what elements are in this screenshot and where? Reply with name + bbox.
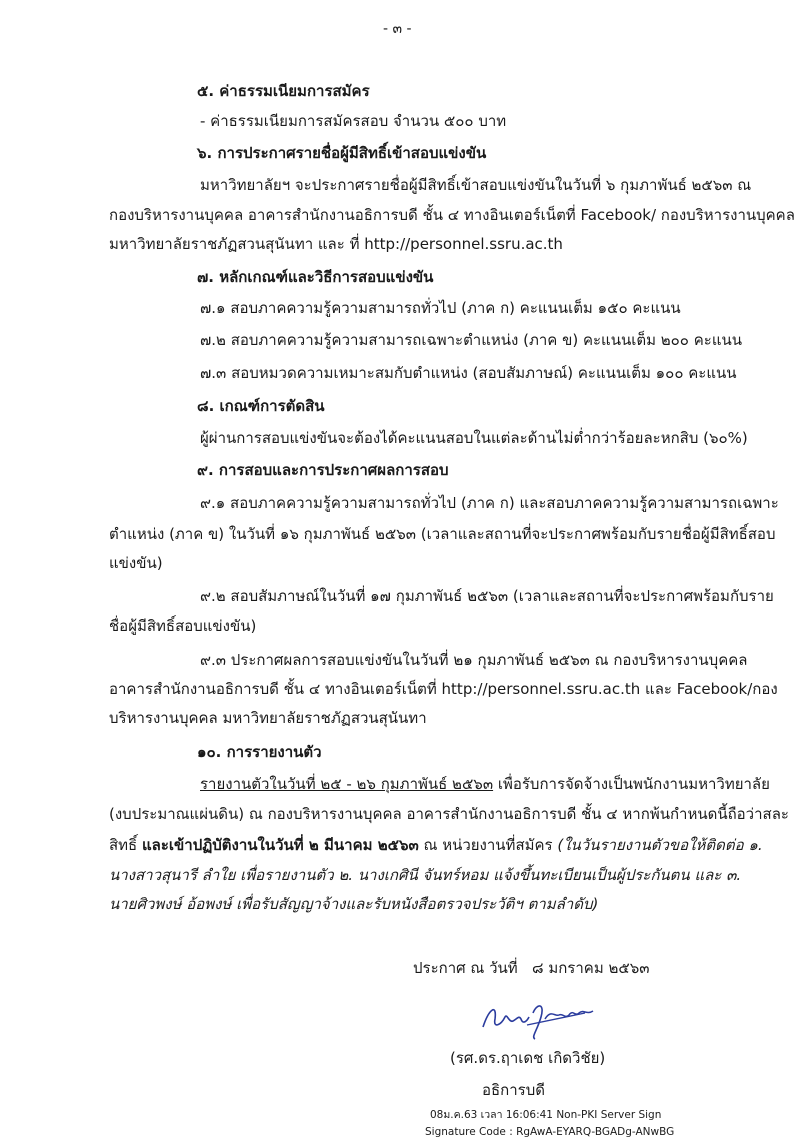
section-9-3-line-3: บริหารงานบุคคล มหาวิทยาลัยราชภัฏสวนสุนันทา <box>109 709 427 727</box>
section-9-heading: ๙. การสอบและการประกาศผลการสอบ <box>197 461 449 479</box>
section-10-line-4: นางสาวสุนารี ลำใย เพื่อรายงานตัว ๒. นางเกศินี จันทร์หอม แจ้งขึ้นทะเบียนเป็นผู้ประกันตน และ ๓. <box>109 866 742 884</box>
section-10-line-3 <box>109 838 763 853</box>
section-5-fee: - ค่าธรรมเนียมการสมัครสอบ จำนวน ๕๐๐ บาท <box>200 112 507 130</box>
section-10-heading: ๑๐. การรายงานตัว <box>197 743 322 761</box>
section-9-2-line-2: ชื่อผู้มีสิทธิ์สอบแข่งขัน) <box>109 617 257 635</box>
section-6-line-3: มหาวิทยาลัยราชภัฏสวนสุนันทา และ ที่ http://personnel.ssru.ac.th <box>109 235 563 253</box>
contact-note-start: (ในวันรายงานตัวขอให้ติดต่อ ๑. <box>557 836 763 854</box>
section-6-line-2: กองบริหารงานบุคคล อาคารสำนักงานอธิการบดี ชั้น ๔ ทางอินเตอร์เน็ตที่ Facebook/ กองบริหารงานบุคคล <box>109 206 795 224</box>
signer-name: (รศ.ดร.ฤาเดช เกิดวิชัย) <box>450 1049 606 1067</box>
section-8-heading: ๘. เกณฑ์การตัดสิน <box>197 397 325 415</box>
section-9-1-line-2: ตำแหน่ง (ภาค ข) ในวันที่ ๑๖ กุมภาพันธ์ ๒๕๖๓ (เวลาและสถานที่จะประกาศพร้อมกับรายชื่อผู้มีสิทธิ์สอบ <box>109 525 776 543</box>
rights-word: สิทธิ์ <box>109 836 142 854</box>
section-6-heading: ๖. การประกาศรายชื่อผู้มีสิทธิ์เข้าสอบแข่งขัน <box>197 144 487 162</box>
section-10-line-5: นายศิวพงษ์ อ้อพงษ์ เพื่อรับสัญญาจ้างและรับหนังสือตรวจประวัติฯ ตามลำดับ) <box>109 895 599 913</box>
section-10-line-1 <box>200 777 770 792</box>
section-7-heading: ๗. หลักเกณฑ์และวิธีการสอบแข่งขัน <box>197 268 434 286</box>
report-purpose: เพื่อรับการจัดจ้างเป็นพนักงานมหาวิทยาลัย <box>493 775 770 793</box>
section-9-2-line-1: ๙.๒ สอบสัมภาษณ์ในวันที่ ๑๗ กุมภาพันธ์ ๒๕๖๓ (เวลาและสถานที่จะประกาศพร้อมกับราย <box>200 587 774 605</box>
page-number: - ๓ - <box>383 21 412 37</box>
section-5-heading: ๕. ค่าธรรมเนียมการสมัคร <box>197 82 370 100</box>
announcement-date-value: ๘ มกราคม ๒๕๖๓ <box>532 959 650 977</box>
report-date-underlined: รายงานตัวในวันที่ ๒๕ - ๒๖ กุมภาพันธ์ ๒๕๖๓ <box>200 775 494 793</box>
handwritten-signature <box>475 995 605 1045</box>
signer-title: อธิการบดี <box>482 1081 545 1099</box>
section-6-line-1: มหาวิทยาลัยฯ จะประกาศรายชื่อผู้มีสิทธิ์เข้าสอบแข่งขันในวันที่ ๖ กุมภาพันธ์ ๒๕๖๓ ณ <box>200 176 752 194</box>
digital-sign-stamp: 08ม.ค.63 เวลา 16:06:41 Non-PKI Server Sign <box>430 1109 662 1121</box>
section-7-item-2: ๗.๒ สอบภาคความรู้ความสามารถเฉพาะตำแหน่ง (ภาค ข) คะแนนเต็ม ๒๐๐ คะแนน <box>200 331 742 349</box>
announcement-date <box>413 961 650 976</box>
start-work-date: และเข้าปฏิบัติงานในวันที่ ๒ มีนาคม ๒๕๖๓ <box>141 836 419 854</box>
section-10-line-2: (งบประมาณแผ่นดิน) ณ กองบริหารงานบุคคล อาคารสำนักงานอธิการบดี ชั้น ๔ หากพ้นกำหนดนี้ถือว่าสละ <box>109 805 789 823</box>
section-9-1-line-3: แข่งขัน) <box>109 554 163 572</box>
announcement-label: ประกาศ ณ วันที่ <box>413 959 518 977</box>
section-7-item-1: ๗.๑ สอบภาคความรู้ความสามารถทั่วไป (ภาค ก) คะแนนเต็ม ๑๕๐ คะแนน <box>200 299 681 317</box>
section-7-item-3: ๗.๓ สอบหมวดความเหมาะสมกับตำแหน่ง (สอบสัมภาษณ์) คะแนนเต็ม ๑๐๐ คะแนน <box>200 364 737 382</box>
applied-unit: ณ หน่วยงานที่สมัคร <box>418 836 558 854</box>
signature-code: Signature Code : RgAwA-EYARQ-BGADg-ANwBG <box>425 1126 675 1138</box>
section-8-criteria: ผู้ผ่านการสอบแข่งขันจะต้องได้คะแนนสอบในแต่ละด้านไม่ต่ำกว่าร้อยละหกสิบ (๖๐%) <box>200 429 748 447</box>
section-9-3-line-1: ๙.๓ ประกาศผลการสอบแข่งขันในวันที่ ๒๑ กุมภาพันธ์ ๒๕๖๓ ณ กองบริหารงานบุคคล <box>200 651 748 669</box>
section-9-1-line-1: ๙.๑ สอบภาคความรู้ความสามารถทั่วไป (ภาค ก) และสอบภาคความรู้ความสามารถเฉพาะ <box>200 494 779 512</box>
section-9-3-line-2: อาคารสำนักงานอธิการบดี ชั้น ๔ ทางอินเตอร์เน็ตที่ http://personnel.ssru.ac.th และ Facebook/กอง <box>109 680 778 698</box>
